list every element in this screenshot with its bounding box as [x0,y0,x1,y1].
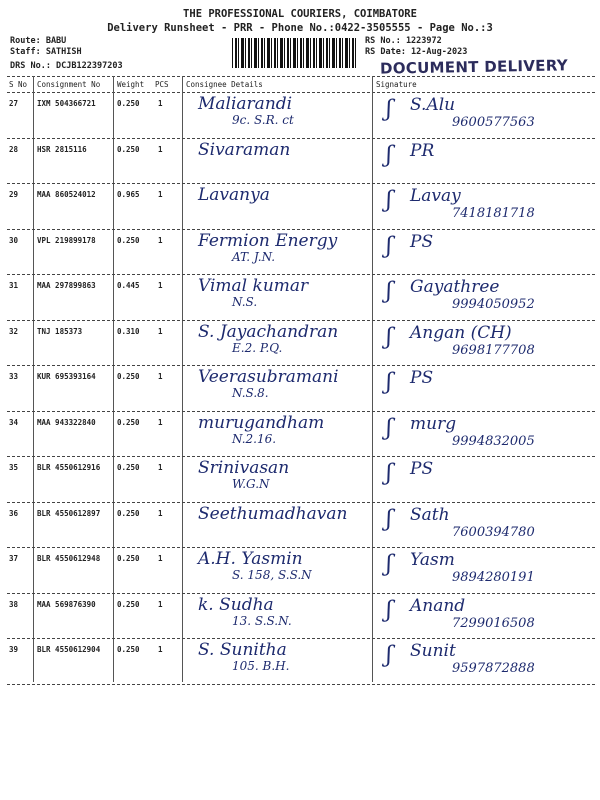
row-consignment-no: HSR 2815116 [37,144,87,154]
row-rule [7,502,595,503]
row-rule [7,684,595,685]
col-signature: Signature [376,80,417,89]
row-weight: 0.250 [117,463,140,472]
signature-mark: ʃ [386,597,392,623]
row-pcs: 1 [158,463,163,472]
row-sno: 28 [9,144,19,154]
row-rule [7,138,595,139]
consignee-name: Maliarandi [198,94,293,114]
consignee-address: N.S. [232,295,258,309]
signature: Gayathree [410,277,500,297]
row-rule [7,365,595,366]
signature-mark: ʃ [386,643,392,668]
row-sno: 39 [9,645,19,654]
row-weight: 0.250 [117,99,140,108]
col-consignment: Consignment No [37,80,101,89]
row-pcs: 1 [158,599,163,609]
consignee-name: Seethumadhavan [198,503,348,524]
consignee-name: k. Sudha [198,594,274,615]
row-rule [7,183,595,184]
signature: Lavay [410,186,461,206]
row-weight: 0.310 [117,326,140,336]
signature-mark: ʃ [386,97,392,122]
receiver-phone: 9597872888 [452,661,535,676]
signature: PS [410,231,434,252]
rs-number: RS No.: 1223972 [365,36,442,46]
row-rule [7,547,595,548]
signature-mark: ʃ [386,142,392,168]
col-divider [182,76,183,682]
signature-mark: ʃ [386,461,392,486]
document-delivery-stamp: DOCUMENT DELIVERY [379,56,569,78]
row-sno: 31 [9,281,19,290]
route-label: Route: BABU [10,36,67,46]
signature: PR [410,140,435,161]
consignee-address: 9c. S.R. ct [232,113,294,127]
row-weight: 0.250 [117,508,140,518]
consignee-name: Lavanya [198,185,270,205]
consignee-address: W.G.N [232,477,270,491]
rs-date: RS Date: 12-Aug-2023 [365,47,468,57]
row-consignment-no: BLR 4550612916 [37,463,101,472]
signature-mark: ʃ [386,188,392,213]
receiver-phone: 9600577563 [452,115,535,130]
consignee-address: E.2. P.Q. [232,340,283,355]
row-weight: 0.250 [117,554,140,563]
row-rule [7,274,595,275]
signature-mark: ʃ [386,324,392,350]
row-pcs: 1 [158,281,163,290]
signature: Yasm [410,550,455,570]
col-divider [33,76,34,682]
row-consignment-no: BLR 4550612904 [37,645,101,654]
row-sno: 30 [9,235,19,245]
consignee-name: A.H. Yasmin [198,549,303,569]
row-pcs: 1 [158,99,163,108]
consignee-name: Srinivasan [198,458,290,478]
row-weight: 0.250 [117,372,140,381]
row-consignment-no: KUR 695393164 [37,372,96,381]
consignee-address: N.S.8. [232,386,269,400]
col-divider [113,76,114,682]
row-consignment-no: MAA 860524012 [37,190,96,199]
col-weight: Weight [117,80,145,89]
row-weight: 0.445 [117,281,140,290]
signature-mark: ʃ [386,552,392,577]
row-consignment-no: MAA 297899863 [37,281,96,290]
signature: Angan (CH) [410,322,512,343]
consignee-name: Fermion Energy [198,230,338,251]
consignee-name: Veerasubramani [198,367,339,387]
signature-mark: ʃ [386,279,392,304]
col-divider [372,76,373,682]
consignee-name: S. Jayachandran [198,321,339,342]
row-consignment-no: VPL 219899178 [37,235,96,245]
consignee-address: AT. J.N. [232,249,276,264]
row-rule [7,229,595,230]
signature: S.Alu [410,95,456,115]
col-consignee: Consignee Details [186,80,263,89]
row-rule [7,456,595,457]
row-consignment-no: MAA 569876390 [37,599,96,609]
row-consignment-no: TNJ 185373 [37,326,83,336]
row-sno: 33 [9,372,19,381]
signature: PS [410,368,434,388]
row-sno: 27 [9,99,19,108]
row-weight: 0.250 [117,417,140,427]
row-consignment-no: BLR 4550612948 [37,554,101,563]
consignee-address: 13. S.S.N. [232,613,292,628]
consignee-address: 105. B.H. [232,659,290,673]
consignee-address: N.2.16. [232,431,277,446]
row-pcs: 1 [158,508,163,518]
consignee-name: murugandham [198,412,325,433]
signature-mark: ʃ [386,506,392,532]
barcode [232,38,356,68]
row-weight: 0.965 [117,190,140,199]
row-weight: 0.250 [117,235,140,245]
table-top-rule [7,76,595,77]
row-rule [7,638,595,639]
row-sno: 36 [9,508,19,518]
row-weight: 0.250 [117,599,140,609]
row-weight: 0.250 [117,645,140,654]
staff-label: Staff: SATHISH [10,47,82,57]
row-pcs: 1 [158,190,163,199]
receiver-phone: 9698177708 [452,342,535,358]
signature: PS [410,459,434,479]
company-title: THE PROFESSIONAL COURIERS, COIMBATORE [183,8,417,20]
row-sno: 34 [9,417,19,427]
col-pcs: PCS [155,80,169,89]
row-rule [7,411,595,412]
row-consignment-no: MAA 943322840 [37,417,96,427]
drs-number: DRS No.: DCJB122397203 [10,61,123,71]
row-pcs: 1 [158,554,163,563]
signature-mark: ʃ [386,415,392,441]
runsheet-subtitle: Delivery Runsheet - PRR - Phone No.:0422-3505555 - Page No.:3 [107,22,493,34]
row-weight: 0.250 [117,144,140,154]
row-sno: 38 [9,599,19,609]
row-consignment-no: IXM 504366721 [37,99,96,108]
receiver-phone: 9994832005 [452,433,535,449]
consignee-name: S. Sunitha [198,640,287,660]
row-pcs: 1 [158,326,163,336]
row-rule [7,320,595,321]
signature-mark: ʃ [386,370,392,395]
row-consignment-no: BLR 4550612897 [37,508,101,518]
row-sno: 35 [9,463,19,472]
signature: murg [410,413,457,434]
row-rule [7,593,595,594]
row-pcs: 1 [158,372,163,381]
row-sno: 37 [9,554,19,563]
receiver-phone: 9894280191 [452,570,535,585]
signature: Sath [410,504,450,525]
receiver-phone: 7600394780 [452,524,535,540]
row-sno: 29 [9,190,19,199]
signature: Sunit [410,641,456,661]
consignee-address: S. 158, S.S.N [232,568,312,582]
header-bottom-rule [7,92,595,93]
signature-mark: ʃ [386,233,392,259]
receiver-phone: 9994050952 [452,297,535,312]
row-sno: 32 [9,326,19,336]
row-pcs: 1 [158,144,163,154]
col-sno: S No [9,80,28,89]
row-pcs: 1 [158,645,163,654]
receiver-phone: 7418181718 [452,206,535,221]
consignee-name: Vimal kumar [198,276,309,296]
consignee-name: Sivaraman [198,139,291,160]
signature: Anand [410,595,466,616]
receiver-phone: 7299016508 [452,615,535,631]
row-pcs: 1 [158,417,163,427]
row-pcs: 1 [158,235,163,245]
